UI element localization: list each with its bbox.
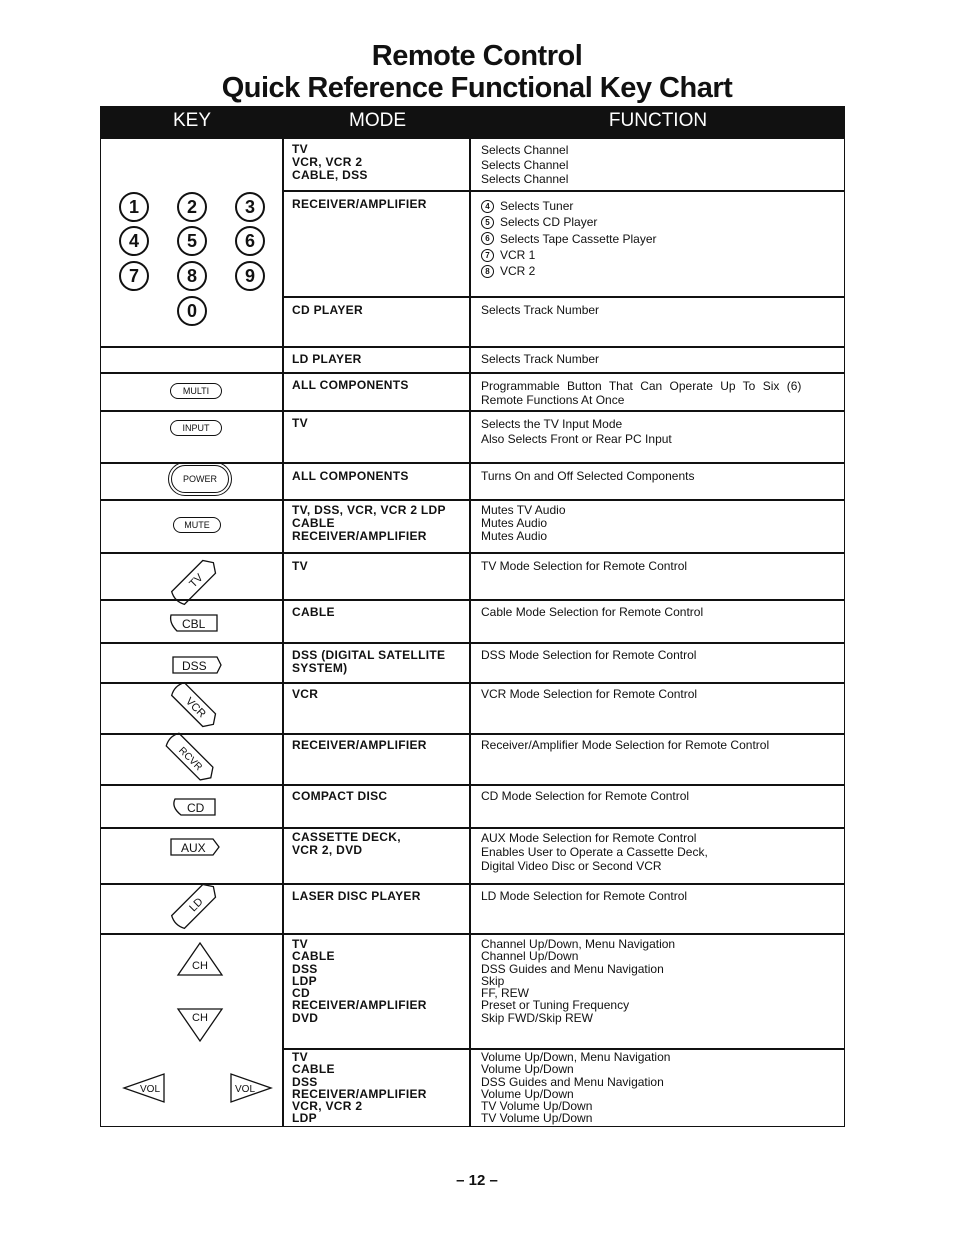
key-7-icon: 7 (119, 261, 149, 291)
row-divider (101, 499, 844, 501)
function-line: Digital Video Disc or Second VCR (481, 859, 662, 873)
column-divider (282, 139, 284, 1126)
header-key: KEY (172, 110, 212, 131)
mode-cell (292, 470, 409, 482)
mode-line: RECEIVER/AMPLIFIER (292, 1086, 427, 1101)
mode-line: LDP (292, 1111, 317, 1126)
header-function: FUNCTION (608, 110, 708, 131)
mode-line: VCR, VCR 2 (292, 155, 363, 170)
function-text: VCR 2 (500, 264, 536, 279)
function-cell (481, 1051, 670, 1125)
svg-text:AUX: AUX (181, 841, 206, 855)
mode-cell (292, 417, 308, 429)
function-line: Selects Channel (481, 143, 569, 157)
mode-cell (292, 304, 363, 316)
mode-line: ALL COMPONENTS (292, 469, 409, 483)
mode-line: LD PLAYER (292, 352, 362, 366)
function-text: VCR 1 (500, 247, 536, 262)
function-line: DSS Guides and Menu Navigation (481, 1074, 664, 1089)
function-line: Turns On and Off Selected Components (481, 469, 695, 483)
mode-line: CABLE (292, 1062, 335, 1077)
mode-cell (292, 649, 445, 675)
row-divider (101, 346, 844, 348)
power-button-icon: POWER (171, 465, 229, 493)
input-button-icon: INPUT (170, 420, 222, 436)
row-divider (101, 410, 844, 412)
function-cell (481, 470, 694, 482)
function-line: Selects Channel (481, 157, 569, 172)
function-line: LD Mode Selection for Remote Control (481, 889, 688, 903)
key-5-icon: 5 (177, 226, 207, 256)
function-line: Volume Up/Down (481, 1062, 574, 1077)
function-line (481, 247, 657, 263)
function-line: Selects the TV Input Mode (481, 417, 623, 431)
mode-cell (292, 1051, 427, 1125)
row-divider (101, 733, 844, 735)
mode-line: CD PLAYER (292, 303, 363, 317)
mode-line: DSS (DIGITAL SATELLITE (292, 648, 446, 662)
key-icons-layer (101, 139, 282, 1126)
mode-line: CABLE, DSS (292, 168, 368, 183)
function-line: Receiver/Amplifier Mode Selection for Remote Control (481, 738, 770, 752)
row-divider (101, 642, 844, 644)
mode-cell (292, 790, 387, 802)
function-cell (481, 890, 687, 902)
svg-text:RCVR: RCVR (176, 745, 204, 774)
mode-line: COMPACT DISC (292, 789, 388, 803)
function-line: TV Volume Up/Down (481, 1111, 593, 1126)
volume-left-icon (124, 1074, 164, 1102)
circled-number-icon: 5 (481, 216, 494, 229)
function-line (481, 214, 657, 230)
rcvr-button-icon (164, 731, 217, 784)
function-cell (481, 560, 687, 572)
page-subtitle: Quick Reference Functional Key Chart (221, 72, 733, 104)
function-line: Skip FWD/Skip REW (481, 1010, 594, 1025)
mode-line: VCR, VCR 2 (292, 1099, 363, 1114)
volume-right-icon (231, 1074, 271, 1102)
function-line (481, 198, 657, 214)
mode-cell (292, 739, 427, 751)
mode-line: LASER DISC PLAYER (292, 889, 421, 903)
mode-line: VCR 2, DVD (292, 843, 363, 858)
multi-button-icon: MULTI (170, 383, 222, 399)
function-line: Mutes Audio (481, 529, 548, 544)
mode-line: CABLE (292, 516, 335, 531)
function-line: CD Mode Selection for Remote Control (481, 789, 690, 803)
mode-cell (292, 504, 446, 544)
function-cell (481, 938, 675, 1024)
function-line: TV Volume Up/Down (481, 1099, 593, 1114)
svg-text:CBL: CBL (182, 617, 206, 631)
function-line: DSS Guides and Menu Navigation (481, 961, 664, 976)
key-1-icon: 1 (119, 192, 149, 222)
mode-line: TV (292, 937, 308, 951)
function-cell (481, 379, 811, 407)
mode-line: SYSTEM) (292, 661, 348, 676)
function-text: Selects Tuner (500, 199, 574, 213)
mode-cell (292, 379, 409, 391)
mode-line: TV (292, 1050, 308, 1064)
function-cell (481, 688, 697, 700)
function-line: DSS Mode Selection for Remote Control (481, 648, 697, 662)
table-body (100, 138, 845, 1127)
mode-line: TV (292, 142, 308, 156)
function-line: Selects Track Number (481, 303, 600, 317)
mode-line: LDP (292, 973, 317, 988)
mode-line: RECEIVER/AMPLIFIER (292, 738, 427, 752)
function-cell (481, 504, 566, 544)
key-3-icon: 3 (235, 192, 265, 222)
function-cell (481, 353, 599, 365)
mode-line: CABLE (292, 949, 335, 964)
function-line: Cable Mode Selection for Remote Control (481, 605, 704, 619)
function-line: AUX Mode Selection for Remote Control (481, 831, 697, 845)
mode-line: VCR (292, 687, 319, 701)
function-line (481, 231, 657, 247)
function-line (481, 263, 657, 279)
svg-text:DSS: DSS (182, 659, 207, 673)
dss-button-icon (173, 657, 221, 673)
function-line: Skip (481, 973, 505, 988)
row-divider (101, 372, 844, 374)
function-line: Enables User to Operate a Cassette Deck, (481, 845, 708, 859)
function-line: VCR Mode Selection for Remote Control (481, 687, 698, 701)
row-divider (101, 827, 844, 829)
row-divider (282, 190, 844, 192)
function-cell (481, 304, 599, 316)
mode-line: TV (292, 559, 308, 573)
mode-line: TV (292, 416, 308, 430)
cbl-button-icon (171, 615, 217, 631)
function-line: Volume Up/Down, Menu Navigation (481, 1050, 671, 1064)
mode-line: DSS (292, 961, 318, 976)
svg-text:CH: CH (192, 960, 208, 972)
function-cell (481, 198, 657, 279)
function-cell (481, 831, 708, 873)
header-mode: MODE (349, 110, 406, 131)
circled-number-icon: 6 (481, 232, 494, 245)
circled-number-icon: 7 (481, 249, 494, 262)
row-divider (101, 682, 844, 684)
mode-cell (292, 560, 308, 572)
key-9-icon: 9 (235, 261, 265, 291)
function-cell (481, 143, 568, 187)
circled-number-icon: 8 (481, 265, 494, 278)
function-line: Mutes TV Audio (481, 503, 566, 517)
function-line: Channel Up/Down (481, 949, 579, 964)
function-line: Also Selects Front or Rear PC Input (481, 432, 672, 446)
mode-cell (292, 938, 427, 1024)
function-cell (481, 606, 703, 618)
function-line: FF, REW (481, 986, 529, 1001)
aux-button-icon (171, 839, 219, 855)
mode-line: CASSETTE DECK, (292, 830, 401, 844)
mode-cell (292, 688, 318, 700)
key-4-icon: 4 (119, 226, 149, 256)
row-divider (101, 883, 844, 885)
mode-cell (292, 606, 335, 618)
function-cell (481, 739, 769, 751)
row-divider (101, 462, 844, 464)
key-0-icon: 0 (177, 296, 207, 326)
svg-text:VCR: VCR (182, 695, 208, 721)
mode-line: TV, DSS, VCR, VCR 2 LDP (292, 503, 446, 517)
function-line: Volume Up/Down (481, 1086, 574, 1101)
page-number: – 12 – (456, 1172, 498, 1189)
mode-cell (292, 198, 427, 210)
svg-text:TV: TV (187, 571, 206, 591)
function-cell (481, 649, 696, 661)
row-divider (282, 296, 844, 298)
function-line: Programmable Button That Can Operate Up To Six (6) (481, 379, 802, 393)
key-2-icon: 2 (177, 192, 207, 222)
row-divider (101, 784, 844, 786)
function-line: TV Mode Selection for Remote Control (481, 559, 688, 573)
mode-line: RECEIVER/AMPLIFIER (292, 998, 427, 1013)
mode-line: DVD (292, 1010, 319, 1025)
function-line: Selects Channel (481, 172, 569, 187)
vcr-button-icon (170, 681, 220, 731)
column-divider (469, 139, 471, 1126)
function-cell (481, 417, 672, 447)
key-8-icon: 8 (177, 261, 207, 291)
svg-text:LD: LD (187, 895, 206, 915)
channel-up-icon (178, 943, 222, 975)
mode-line: CD (292, 986, 310, 1001)
circled-number-icon: 4 (481, 200, 494, 213)
row-divider (101, 933, 844, 935)
row-divider (101, 599, 844, 601)
mode-cell (292, 890, 421, 902)
function-line: Channel Up/Down, Menu Navigation (481, 937, 676, 951)
svg-text:VOL: VOL (140, 1084, 161, 1095)
function-line: Selects Track Number (481, 352, 600, 366)
ld-button-icon (170, 880, 220, 930)
function-text: Selects Tape Cassette Player (500, 231, 657, 246)
page-title: Remote Control (371, 40, 583, 72)
svg-text:CD: CD (187, 801, 205, 815)
cd-button-icon (174, 799, 215, 815)
mode-cell (292, 353, 362, 365)
mode-line: RECEIVER/AMPLIFIER (292, 197, 427, 211)
mode-cell (292, 143, 368, 183)
mode-line: CABLE (292, 605, 335, 619)
mode-line: DSS (292, 1074, 318, 1089)
table-header (100, 106, 845, 138)
mute-button-icon: MUTE (173, 517, 221, 533)
function-line: Mutes Audio (481, 516, 548, 531)
svg-text:CH: CH (192, 1012, 208, 1024)
mode-cell (292, 831, 401, 857)
function-text: Selects CD Player (500, 215, 598, 230)
mode-line: RECEIVER/AMPLIFIER (292, 529, 427, 544)
function-line: Remote Functions At Once (481, 393, 625, 407)
function-line: Preset or Tuning Frequency (481, 998, 630, 1013)
svg-text:VOL: VOL (235, 1084, 256, 1095)
channel-down-icon (178, 1009, 222, 1041)
row-divider (101, 552, 844, 554)
key-6-icon: 6 (235, 226, 265, 256)
function-cell (481, 790, 689, 802)
mode-line: ALL COMPONENTS (292, 378, 409, 392)
